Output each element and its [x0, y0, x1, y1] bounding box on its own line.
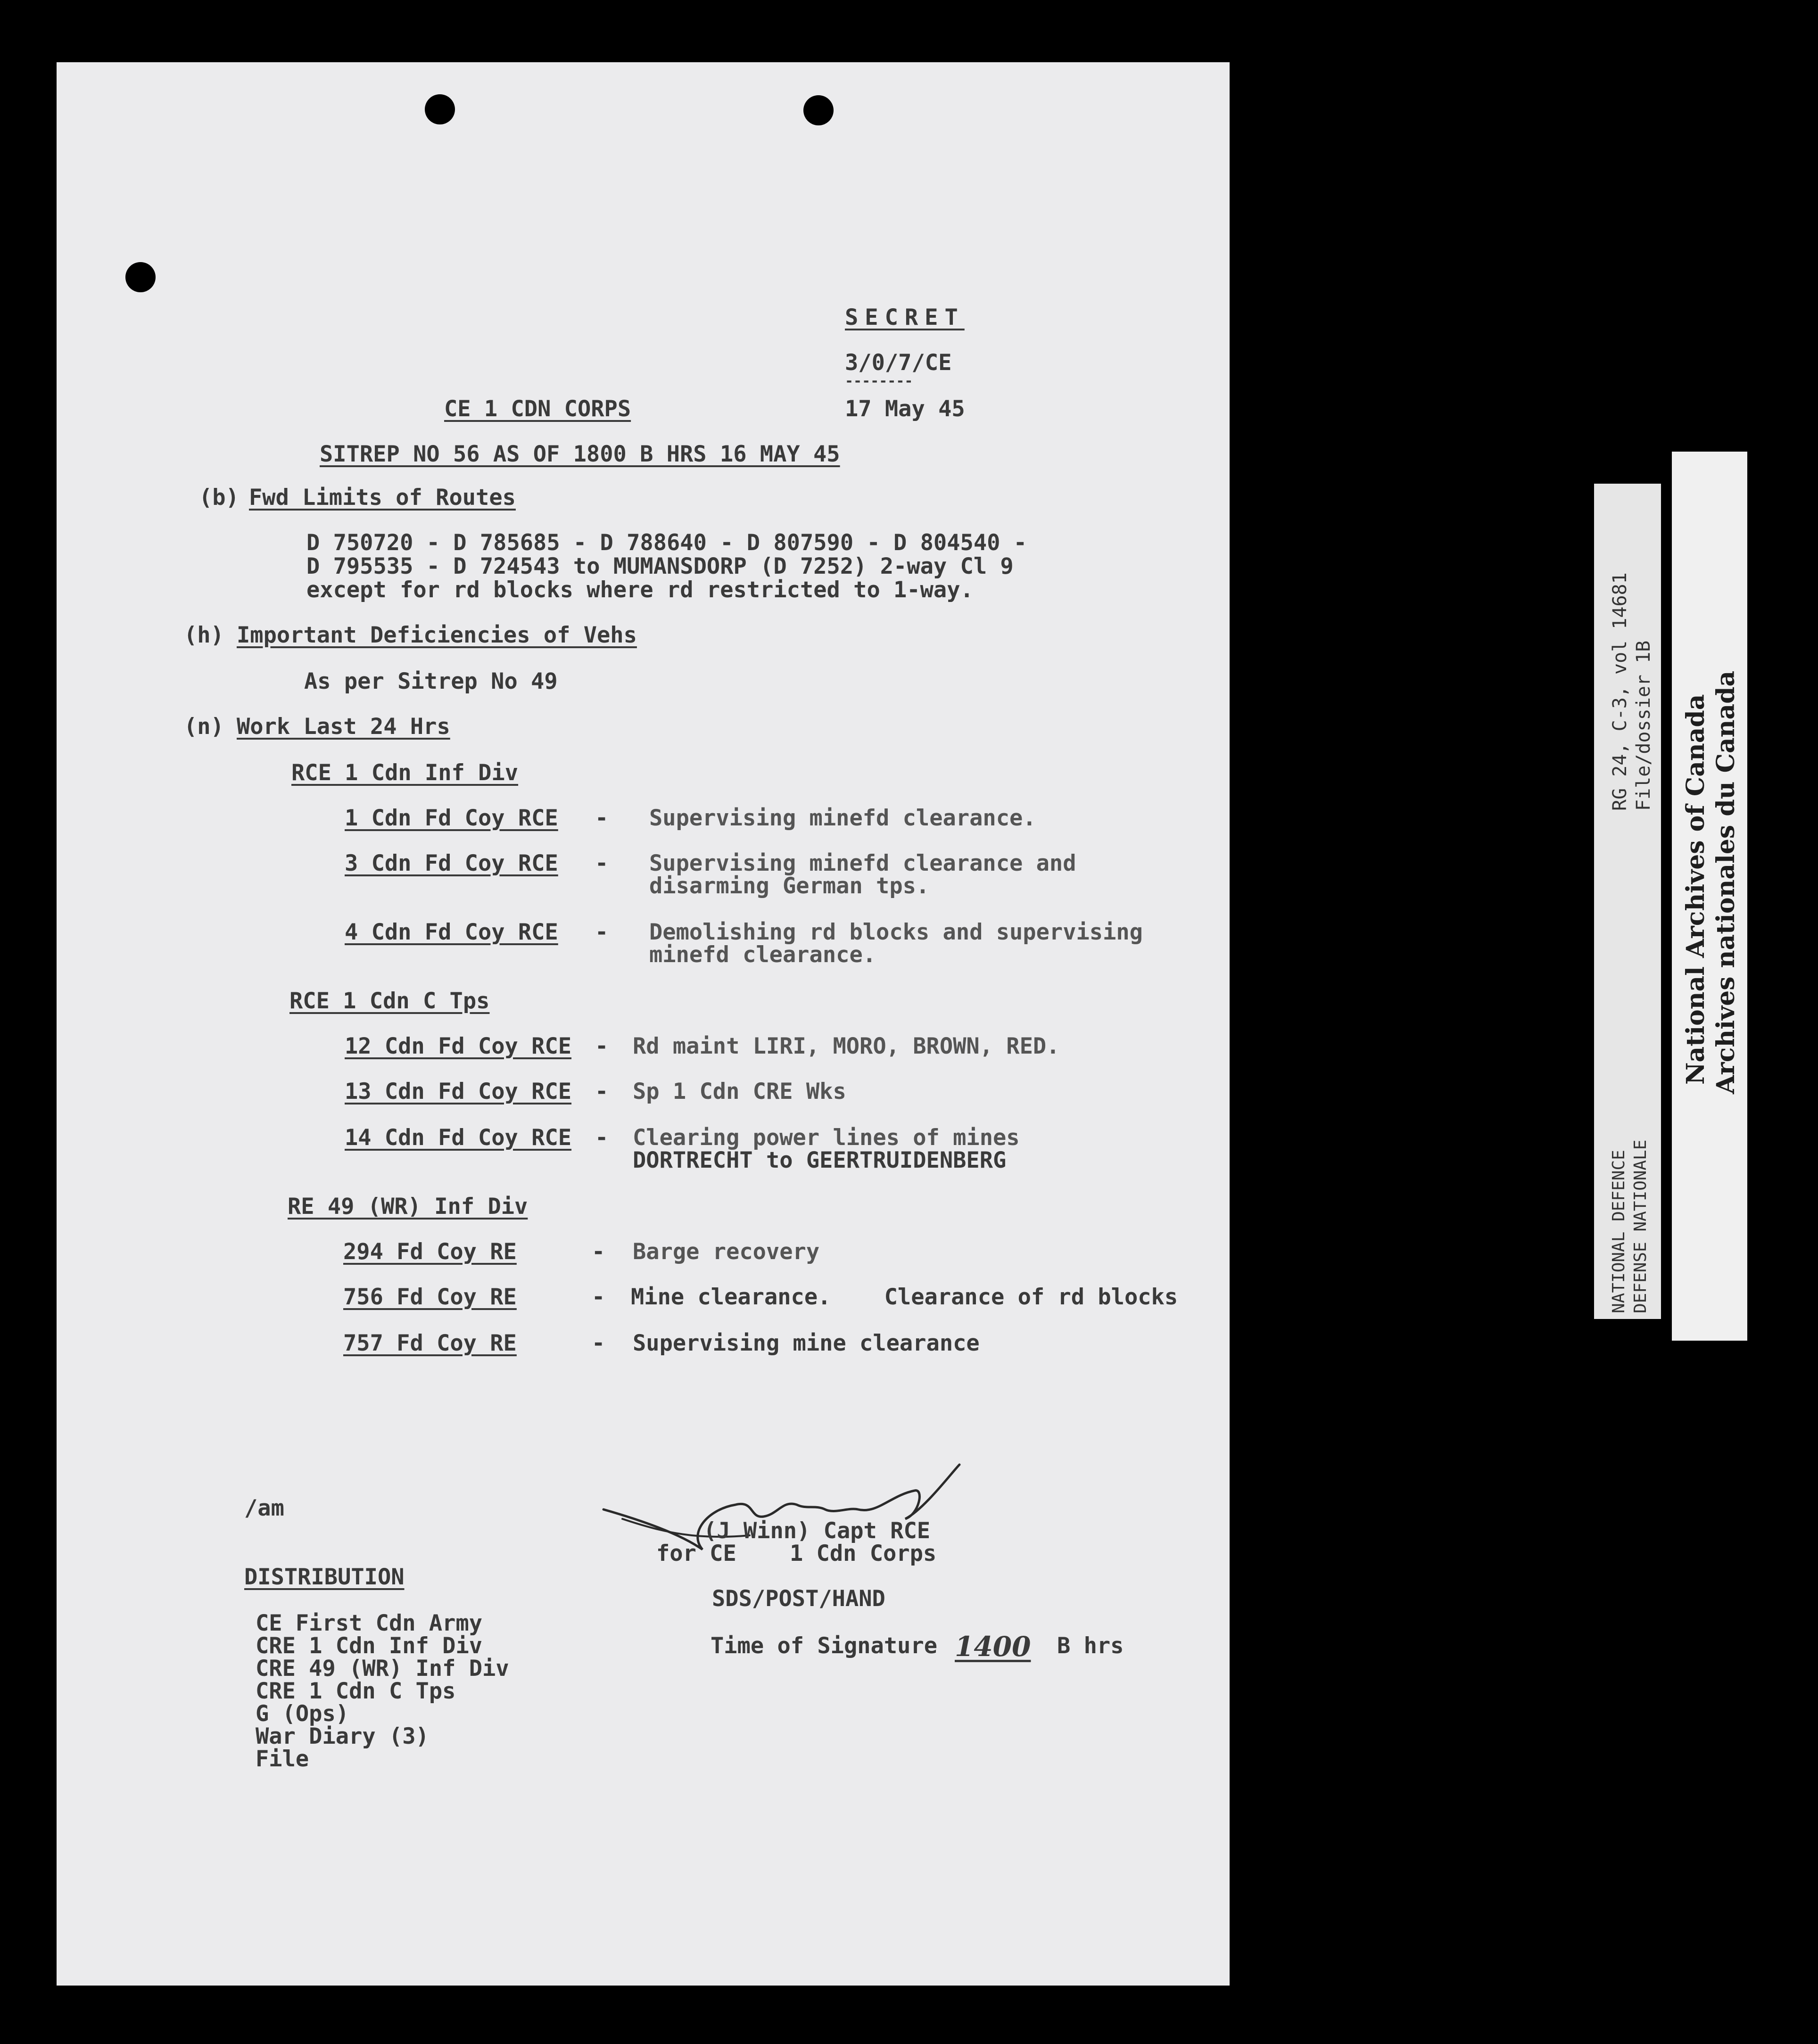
section-letter: (h)	[184, 622, 224, 648]
work-description: Rd maint LIRI, MORO, BROWN, RED.	[633, 1033, 1060, 1059]
work-unit: 12 Cdn Fd Coy RCE	[345, 1033, 572, 1059]
time-of-signature-value: 1400	[955, 1631, 1031, 1663]
work-unit: 13 Cdn Fd Coy RCE	[345, 1079, 572, 1104]
section-letter: (b)	[199, 485, 239, 511]
group-heading: RCE 1 Cdn Inf Div	[291, 760, 519, 786]
time-of-signature-label: Time of Signature	[711, 1633, 938, 1659]
work-description: Demolishing rd blocks and supervising	[649, 919, 1143, 945]
section-text-line: D 795535 - D 724543 to MUMANSDORP (D 7252) 2-way Cl 9	[306, 553, 1014, 579]
work-description: Supervising minefd clearance.	[649, 805, 1036, 831]
work-description: Supervising mine clearance	[633, 1330, 980, 1356]
entry-dash: -	[592, 1330, 605, 1356]
typist-reference: /am	[244, 1495, 284, 1521]
entry-dash: -	[595, 850, 609, 876]
signer-name: (J Winn) Capt RCE	[703, 1518, 931, 1544]
archives-label-english: National Archives of Canada	[1681, 694, 1710, 1085]
work-unit: 294 Fd Coy RE	[343, 1239, 517, 1265]
work-description: DORTRECHT to GEERTRUIDENBERG	[633, 1147, 1007, 1173]
department-line: DEFENSE NATIONALE	[1631, 1139, 1650, 1313]
distribution-item: CE First Cdn Army	[256, 1610, 483, 1636]
work-unit: 4 Cdn Fd Coy RCE	[345, 919, 558, 945]
work-description: Clearing power lines of mines	[633, 1125, 1020, 1151]
signer-for: for CE 1 Cdn Corps	[656, 1541, 937, 1566]
section-heading: Work Last 24 Hrs	[237, 714, 450, 740]
work-description: minefd clearance.	[649, 942, 876, 968]
department-line: NATIONAL DEFENCE	[1609, 1150, 1628, 1313]
group-heading: RCE 1 Cdn C Tps	[289, 988, 490, 1014]
work-description: disarming German tps.	[649, 873, 930, 899]
entry-dash: -	[595, 919, 609, 945]
distribution-item: War Diary (3)	[256, 1723, 429, 1749]
punch-hole	[803, 95, 834, 125]
archives-label-french: Archives nationales du Canada	[1711, 670, 1740, 1094]
distribution-item: File	[256, 1746, 309, 1772]
punch-hole	[125, 262, 156, 292]
file-reference: 3/0/7/CE	[845, 350, 952, 376]
distribution-item: G (Ops)	[256, 1701, 349, 1727]
document-page	[57, 62, 1230, 1986]
archive-reference-line: File/dossier 1B	[1633, 640, 1654, 811]
group-heading: RE 49 (WR) Inf Div	[288, 1194, 528, 1220]
section-letter: (n)	[184, 714, 224, 740]
work-description: Barge recovery	[633, 1239, 820, 1265]
section-text-line: D 750720 - D 785685 - D 788640 - D 807590 - D 804540 -	[306, 530, 1027, 556]
work-unit: 3 Cdn Fd Coy RCE	[345, 850, 558, 876]
work-unit: 1 Cdn Fd Coy RCE	[345, 805, 558, 831]
distribution-item: CRE 1 Cdn Inf Div	[256, 1633, 483, 1659]
section-heading: Important Deficiencies of Vehs	[237, 622, 637, 648]
entry-dash: -	[592, 1239, 605, 1265]
work-unit: 14 Cdn Fd Coy RCE	[345, 1125, 572, 1151]
classification-marking: SECRET	[845, 305, 965, 330]
section-heading: Fwd Limits of Routes	[249, 485, 516, 511]
archives-label-strip	[1672, 452, 1747, 1341]
entry-dash: -	[595, 1125, 609, 1151]
distribution-item: CRE 49 (WR) Inf Div	[256, 1656, 509, 1681]
entry-dash: -	[592, 1284, 605, 1310]
punch-hole	[425, 94, 455, 124]
time-of-signature-suffix: B hrs	[1057, 1633, 1124, 1659]
entry-dash: -	[595, 1033, 609, 1059]
work-unit: 757 Fd Coy RE	[343, 1330, 517, 1356]
entry-dash: -	[595, 1079, 609, 1104]
work-description: Sp 1 Cdn CRE Wks	[633, 1079, 846, 1104]
work-description: Supervising minefd clearance and	[649, 850, 1076, 876]
distribution-heading: DISTRIBUTION	[244, 1564, 405, 1590]
section-text-line: As per Sitrep No 49	[304, 668, 558, 694]
section-text-line: except for rd blocks where rd restricted to 1-way.	[306, 577, 974, 603]
work-description: Mine clearance. Clearance of rd blocks	[631, 1284, 1178, 1310]
entry-dash: -	[595, 805, 609, 831]
document-date: 17 May 45	[845, 396, 965, 422]
delivery-method: SDS/POST/HAND	[712, 1586, 885, 1612]
work-unit: 756 Fd Coy RE	[343, 1284, 517, 1310]
distribution-item: CRE 1 Cdn C Tps	[256, 1678, 456, 1704]
archive-reference-strip	[1594, 484, 1661, 1319]
unit-heading: CE 1 CDN CORPS	[444, 396, 631, 422]
document-title: SITREP NO 56 AS OF 1800 B HRS 16 MAY 45	[320, 441, 840, 467]
file-reference-rule: --------	[845, 373, 913, 389]
archive-reference-line: RG 24, C-3, vol 14681	[1609, 572, 1631, 811]
